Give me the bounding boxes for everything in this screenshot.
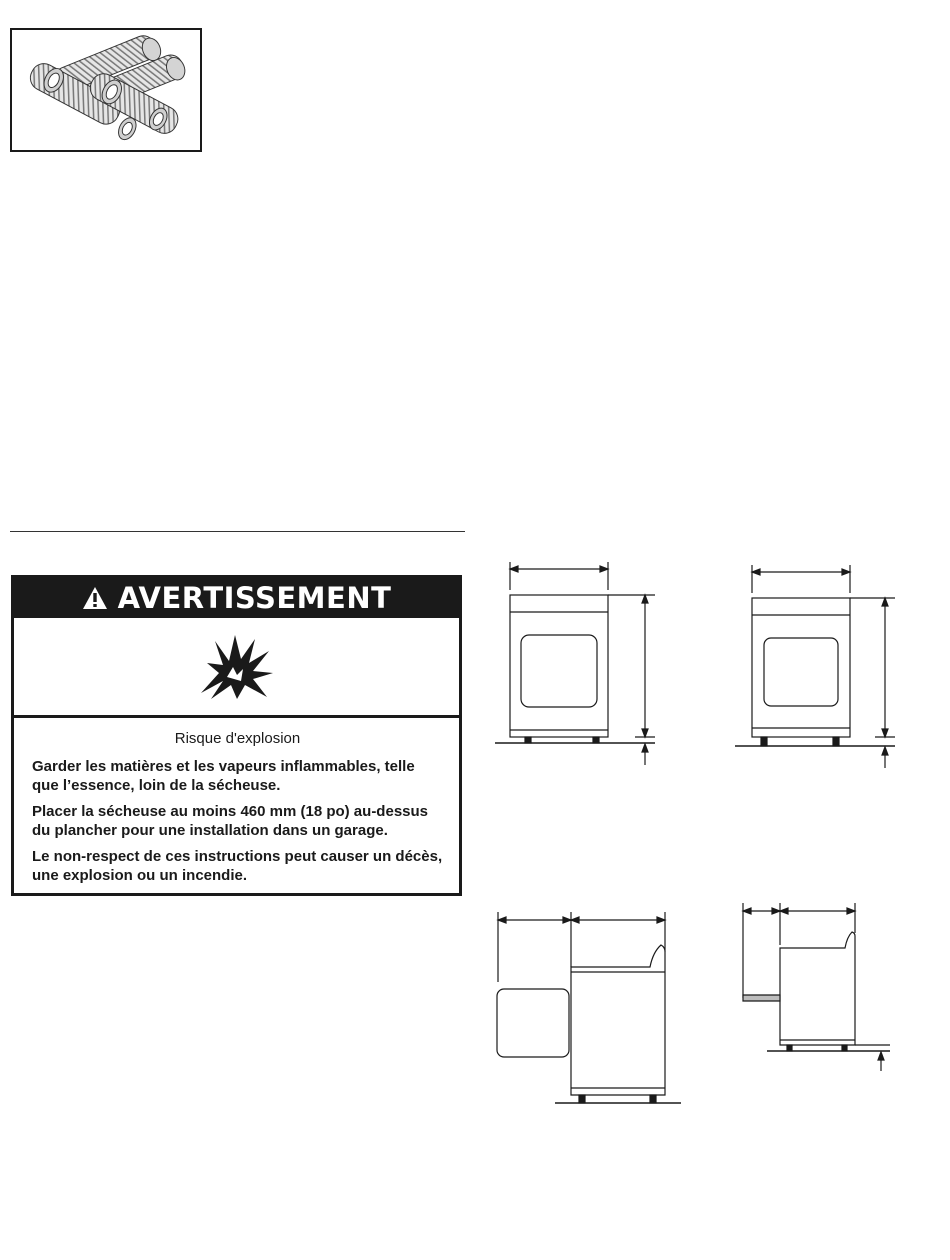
dryer-side-view-door-open-2: [735, 903, 905, 1083]
section-divider: [10, 531, 465, 532]
symbol-panel: [14, 618, 459, 718]
flexible-vent-hoses-illustration: [12, 30, 200, 150]
warning-header: [14, 578, 459, 618]
hose-bundle-figure: [10, 28, 202, 152]
dryer-side-view-door-open-1: [495, 912, 695, 1112]
explosion-icon: [197, 633, 277, 701]
warning-line-garage-height: Placer la sécheuse au moins 460 mm (18 po) au-dessus du plancher pour une installation dans un garage.: [32, 803, 429, 839]
warning-body: [14, 718, 459, 885]
warning-triangle-icon: [82, 586, 108, 610]
warning-line-flammables: Garder les matières et les vapeurs inflammables, telle que l’essence, loin de la sécheuse.: [32, 758, 415, 794]
dryer-front-view-2: [735, 563, 905, 773]
warning-title: AVERTISSEMENT: [117, 580, 392, 615]
warning-box: [11, 575, 462, 896]
warning-line-consequence: Le non-respect de ces instructions peut causer un décès, une explosion ou un incendie.: [32, 848, 443, 884]
hazard-title: Risque d'explosion: [174, 730, 301, 747]
dryer-front-view-1: [495, 560, 665, 770]
